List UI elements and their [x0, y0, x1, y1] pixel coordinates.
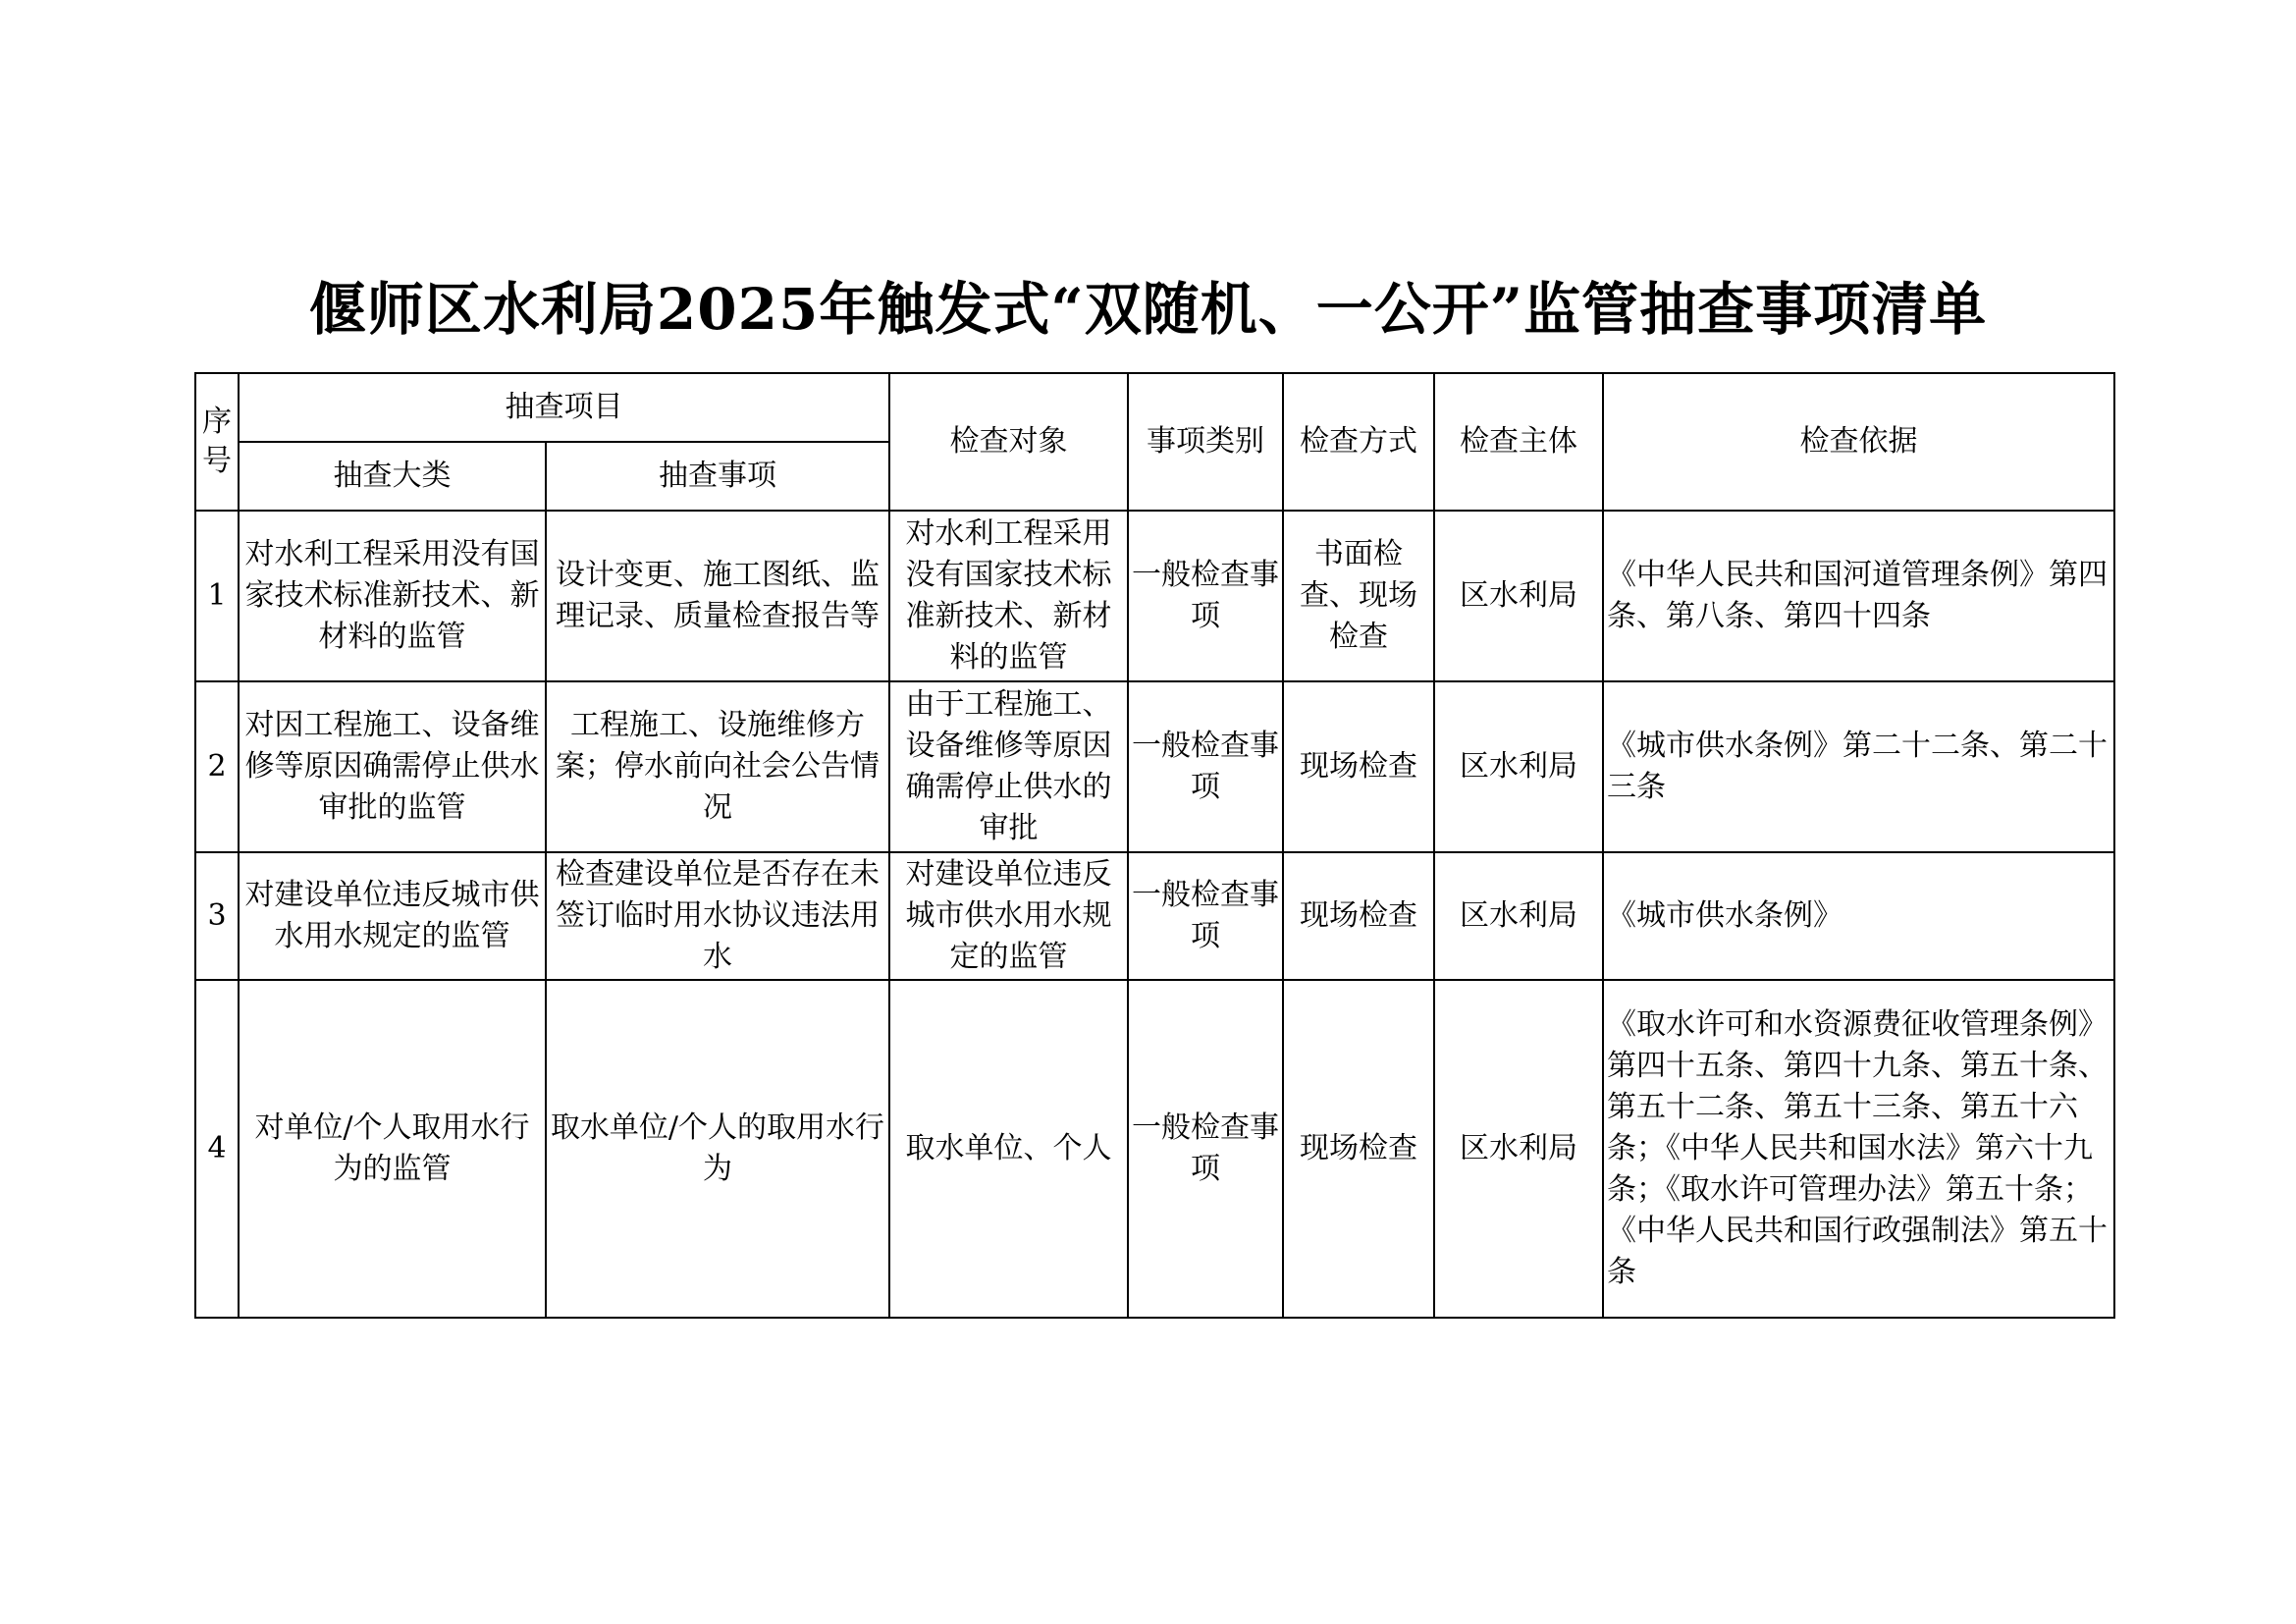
cell-basis: 《取水许可和水资源费征收管理条例》第四十五条、第四十九条、第五十条、第五十二条、第五十三条、第五十六条；《中华人民共和国水法》第六十九条；《取水许可管理办法》第五十条；《中华人民共和国行政强制法》第五十条	[1603, 980, 2114, 1318]
header-target: 检查对象	[889, 373, 1128, 511]
cell-num: 4	[195, 980, 239, 1318]
cell-target: 由于工程施工、设备维修等原因确需停止供水的审批	[889, 681, 1128, 852]
header-category: 抽查大类	[239, 442, 546, 511]
cell-num: 2	[195, 681, 239, 852]
cell-type: 一般检查事项	[1128, 511, 1283, 681]
cell-item: 设计变更、施工图纸、监理记录、质量检查报告等	[546, 511, 889, 681]
cell-num: 3	[195, 852, 239, 980]
header-seq	[195, 373, 239, 511]
cell-item: 工程施工、设施维修方案；停水前向社会公告情况	[546, 681, 889, 852]
cell-basis: 《城市供水条例》	[1603, 852, 2114, 980]
cell-num: 1	[195, 511, 239, 681]
header-project-group: 抽查项目	[239, 373, 889, 442]
cell-category: 对建设单位违反城市供水用水规定的监管	[239, 852, 546, 980]
cell-subject: 区水利局	[1434, 980, 1603, 1318]
cell-category: 对水利工程采用没有国家技术标准新技术、新材料的监管	[239, 511, 546, 681]
header-type: 事项类别	[1128, 373, 1283, 511]
checklist-table	[194, 372, 2115, 1319]
cell-method: 现场检查	[1283, 681, 1434, 852]
table-row	[195, 511, 2114, 681]
table-row	[195, 980, 2114, 1318]
cell-method: 现场检查	[1283, 852, 1434, 980]
cell-subject: 区水利局	[1434, 511, 1603, 681]
cell-subject: 区水利局	[1434, 852, 1603, 980]
cell-target: 对建设单位违反城市供水用水规定的监管	[889, 852, 1128, 980]
table-row	[195, 852, 2114, 980]
cell-category: 对单位/个人取用水行为的监管	[239, 980, 546, 1318]
header-basis: 检查依据	[1603, 373, 2114, 511]
header-subject: 检查主体	[1434, 373, 1603, 511]
cell-method: 现场检查	[1283, 980, 1434, 1318]
table-header	[195, 373, 2114, 511]
cell-target: 取水单位、个人	[889, 980, 1128, 1318]
cell-basis: 《中华人民共和国河道管理条例》第四条、第八条、第四十四条	[1603, 511, 2114, 681]
cell-target: 对水利工程采用没有国家技术标准新技术、新材料的监管	[889, 511, 1128, 681]
cell-type: 一般检查事项	[1128, 681, 1283, 852]
cell-method: 书面检查、现场检查	[1283, 511, 1434, 681]
cell-basis: 《城市供水条例》第二十二条、第二十三条	[1603, 681, 2114, 852]
cell-item: 检查建设单位是否存在未签订临时用水协议违法用水	[546, 852, 889, 980]
header-seq-char: 序	[202, 405, 232, 439]
cell-category: 对因工程施工、设备维修等原因确需停止供水审批的监管	[239, 681, 546, 852]
cell-subject: 区水利局	[1434, 681, 1603, 852]
table-row	[195, 681, 2114, 852]
cell-type: 一般检查事项	[1128, 852, 1283, 980]
header-method: 检查方式	[1283, 373, 1434, 511]
cell-type: 一般检查事项	[1128, 980, 1283, 1318]
header-seq-char: 号	[202, 444, 232, 478]
cell-item: 取水单位/个人的取用水行为	[546, 980, 889, 1318]
header-item: 抽查事项	[546, 442, 889, 511]
page-title: 偃师区水利局2025年触发式“双随机、一公开”监管抽查事项清单	[308, 276, 1988, 343]
